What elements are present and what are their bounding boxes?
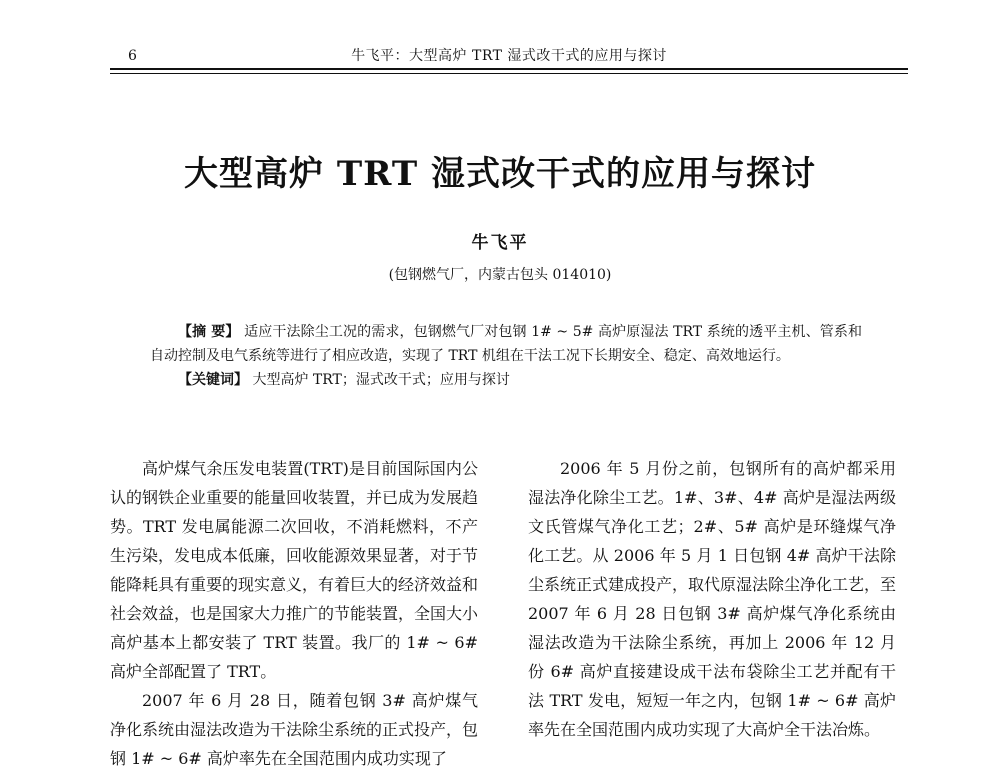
abstract-paragraph — [150, 320, 862, 368]
abstract-label: 【摘 要】 — [178, 324, 240, 340]
header-rule-thick — [110, 68, 908, 70]
keywords-label: 【关键词】 — [178, 372, 248, 388]
body-column-right — [528, 454, 896, 744]
keywords-paragraph — [150, 368, 862, 392]
author-affiliation: (包钢燃气厂，内蒙古包头 014010) — [388, 267, 612, 283]
abstract-text: 适应干法除尘工况的需求，包钢燃气厂对包钢 1# ~ 5# 高炉原湿法 TRT 系统的透平主机、管系和自动控制及电气系统等进行了相应改造，实现了 TRT 机组在干法工况下长期安全、稳定、高效地运行。 — [150, 324, 862, 364]
page-number: 6 — [128, 48, 137, 64]
running-header — [110, 44, 908, 68]
body-column-left — [110, 454, 478, 773]
running-title: 牛飞平：大型高炉 TRT 湿式改干式的应用与探讨 — [351, 48, 667, 64]
header-rule-thin — [110, 73, 908, 74]
body-paragraph: 高炉煤气余压发电装置(TRT)是目前国际国内公认的钢铁企业重要的能量回收装置，并已成为发展趋势。TRT 发电属能源二次回收，不消耗燃料，不产生污染，发电成本低廉，回收能源效果显著，对于节能降耗具有重要的现实意义，有着巨大的经济效益和社会效益，也是国家大力推广的节能装置，全国大小高炉基本上都安装了 TRT 装置。我厂的 1# ~ 6# 高炉全部配置了 TRT。 — [110, 459, 479, 681]
body-paragraph: 2006 年 5 月份之前，包钢所有的高炉都采用湿法净化除尘工艺。1#、3#、4# 高炉是湿法两级文氏管煤气净化工艺；2#、5# 高炉是环缝煤气净化工艺。从 2006 年 5 月 1 日包钢 4# 高炉干法除尘系统正式建成投产，取代原湿法除尘净化工艺，至 2007 年 6 月 28 日包钢 3# 高炉煤气净化系统由湿法改造为干法除尘系统，再加上 2006 年 12 月份 6# 高炉直接建设成干法布袋除尘工艺并配有干法 TRT 发电，短短一年之内，包钢 1# ~ 6# 高炉率先在全国范围内成功实现了大高炉全干法冶炼。 — [528, 459, 897, 739]
keywords-text: 大型高炉 TRT；湿式改干式；应用与探讨 — [252, 372, 510, 388]
abstract-block — [150, 320, 862, 392]
author-name: 牛飞平 — [471, 233, 529, 253]
body-paragraph: 2007 年 6 月 28 日，随着包钢 3# 高炉煤气净化系统由湿法改造为干法除尘系统的正式投产，包钢 1# ~ 6# 高炉率先在全国范围内成功实现了 — [110, 691, 479, 768]
article-title: 大型高炉 TRT 湿式改干式的应用与探讨 — [184, 154, 816, 194]
